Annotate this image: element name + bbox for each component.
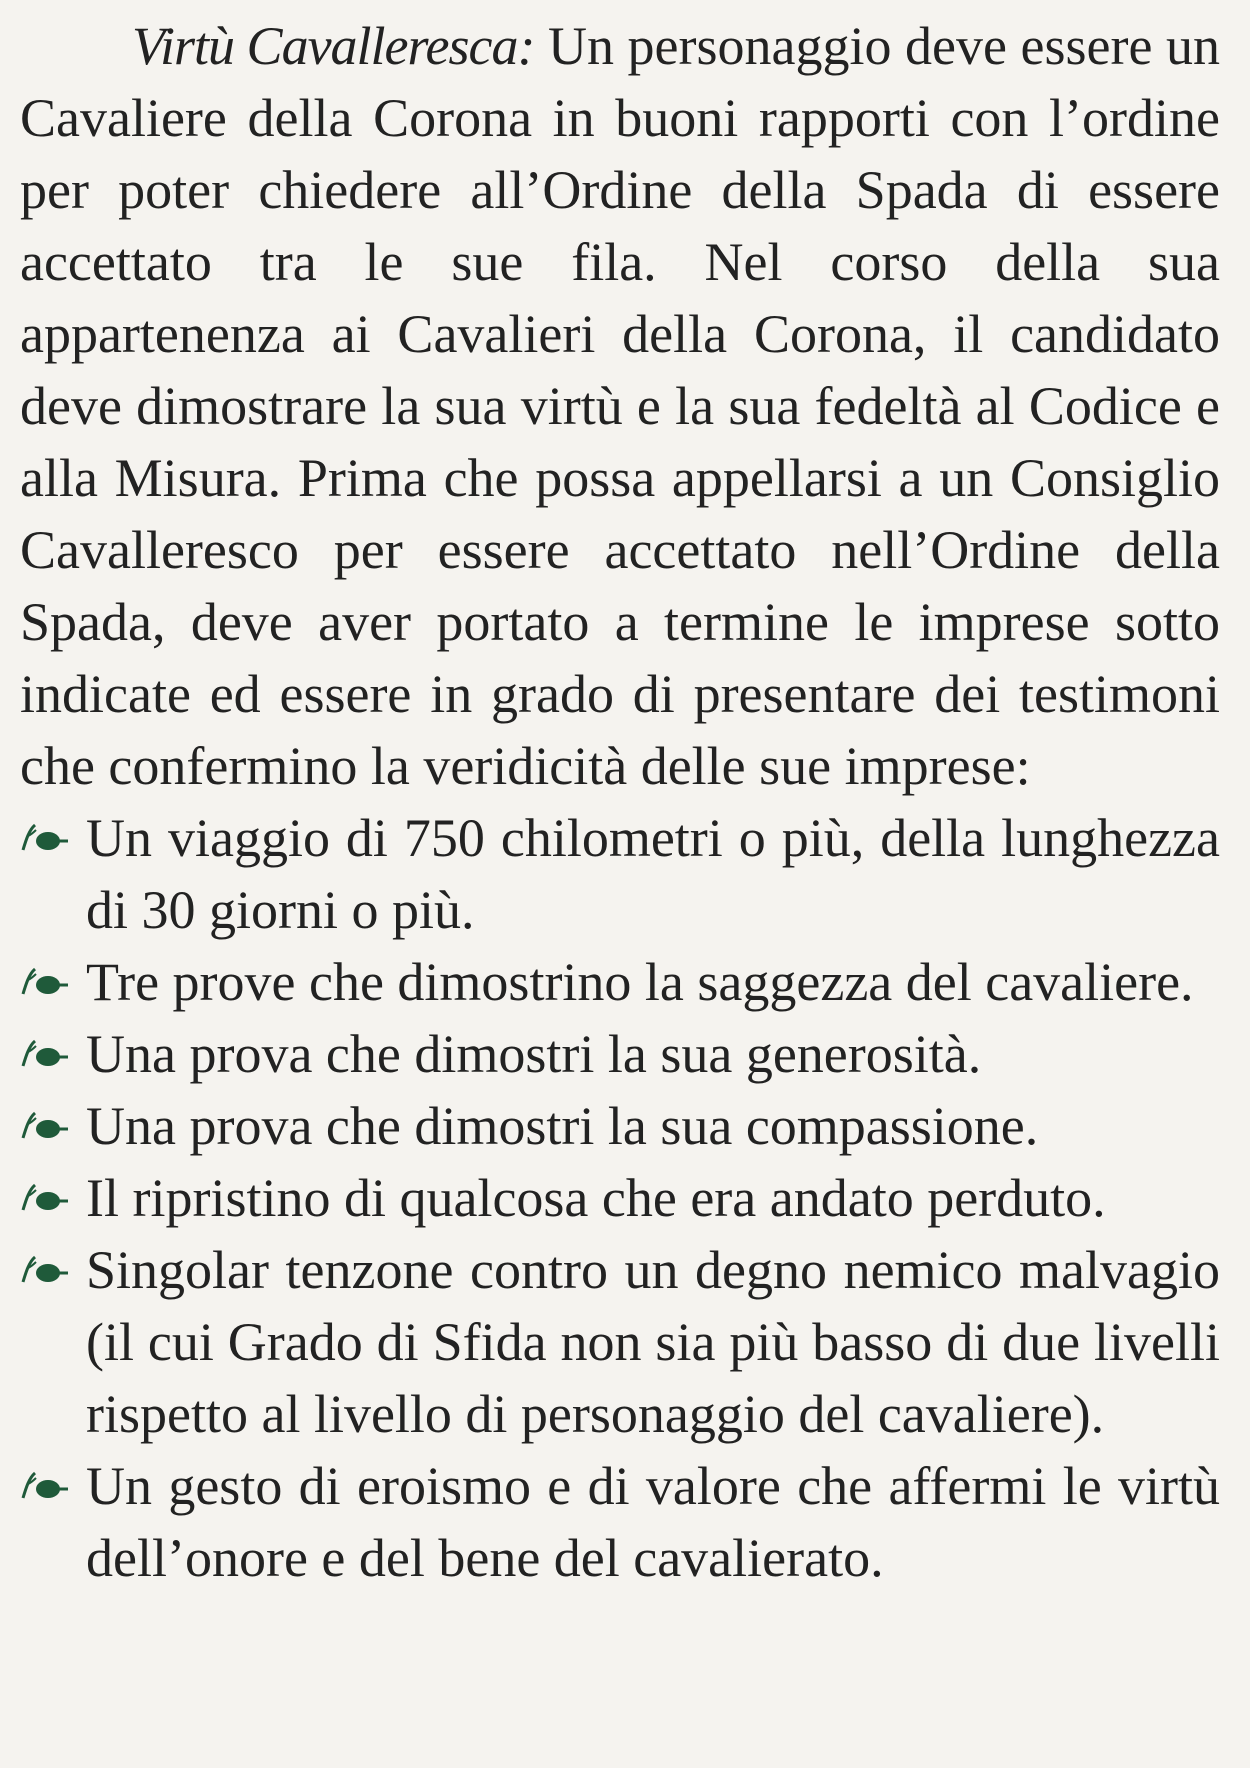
requirement-item	[20, 1162, 1220, 1234]
requirement-item	[20, 946, 1220, 1018]
requirement-text: Singolar tenzone contro un degno nemico malvagio (il cui Grado di Sfida non sia più basso di due livelli rispetto al livello di personaggio del cavaliere).	[86, 1240, 1220, 1444]
leaf-bullet-icon	[20, 1254, 70, 1286]
intro-text: Un personaggio deve essere un Cavaliere della Corona in buoni rapporti con l’ordine per poter chiedere all’Ordine della Spada di essere accettato tra le sue fila. Nel corso della sua appartenenza ai Cavalieri della Corona, il candidato deve dimostrare la sua virtù e la sua fedeltà al Codice e alla Misura. Prima che possa appellarsi a un Consiglio Cavalleresco per essere accettato nell’Ordine della Spada, deve aver portato a termine le imprese sotto indicate ed essere in grado di presentare dei testimoni che confermino la veridicità delle sue imprese:	[20, 16, 1220, 796]
requirement-item	[20, 1234, 1220, 1450]
section-lead: Virtù Cavalleresca:	[132, 16, 535, 76]
requirements-list	[20, 802, 1220, 1594]
leaf-bullet-icon	[20, 822, 70, 854]
intro-paragraph	[20, 10, 1220, 802]
requirement-text: Un viaggio di 750 chilometri o più, della lunghezza di 30 giorni o più.	[86, 808, 1220, 940]
leaf-bullet-icon	[20, 1110, 70, 1142]
requirement-text: Una prova che dimostri la sua generosità.	[86, 1024, 982, 1084]
leaf-bullet-icon	[20, 966, 70, 998]
leaf-bullet-icon	[20, 1182, 70, 1214]
requirement-item	[20, 1450, 1220, 1594]
requirement-text: Un gesto di eroismo e di valore che affermi le virtù dell’onore e del bene del cavalierato.	[86, 1456, 1220, 1588]
requirement-text: Il ripristino di qualcosa che era andato perduto.	[86, 1168, 1106, 1228]
requirement-text: Tre prove che dimostrino la saggezza del cavaliere.	[86, 952, 1194, 1012]
leaf-bullet-icon	[20, 1470, 70, 1502]
requirement-item	[20, 1018, 1220, 1090]
requirement-item	[20, 1090, 1220, 1162]
leaf-bullet-icon	[20, 1038, 70, 1070]
requirement-item	[20, 802, 1220, 946]
requirement-text: Una prova che dimostri la sua compassione.	[86, 1096, 1039, 1156]
